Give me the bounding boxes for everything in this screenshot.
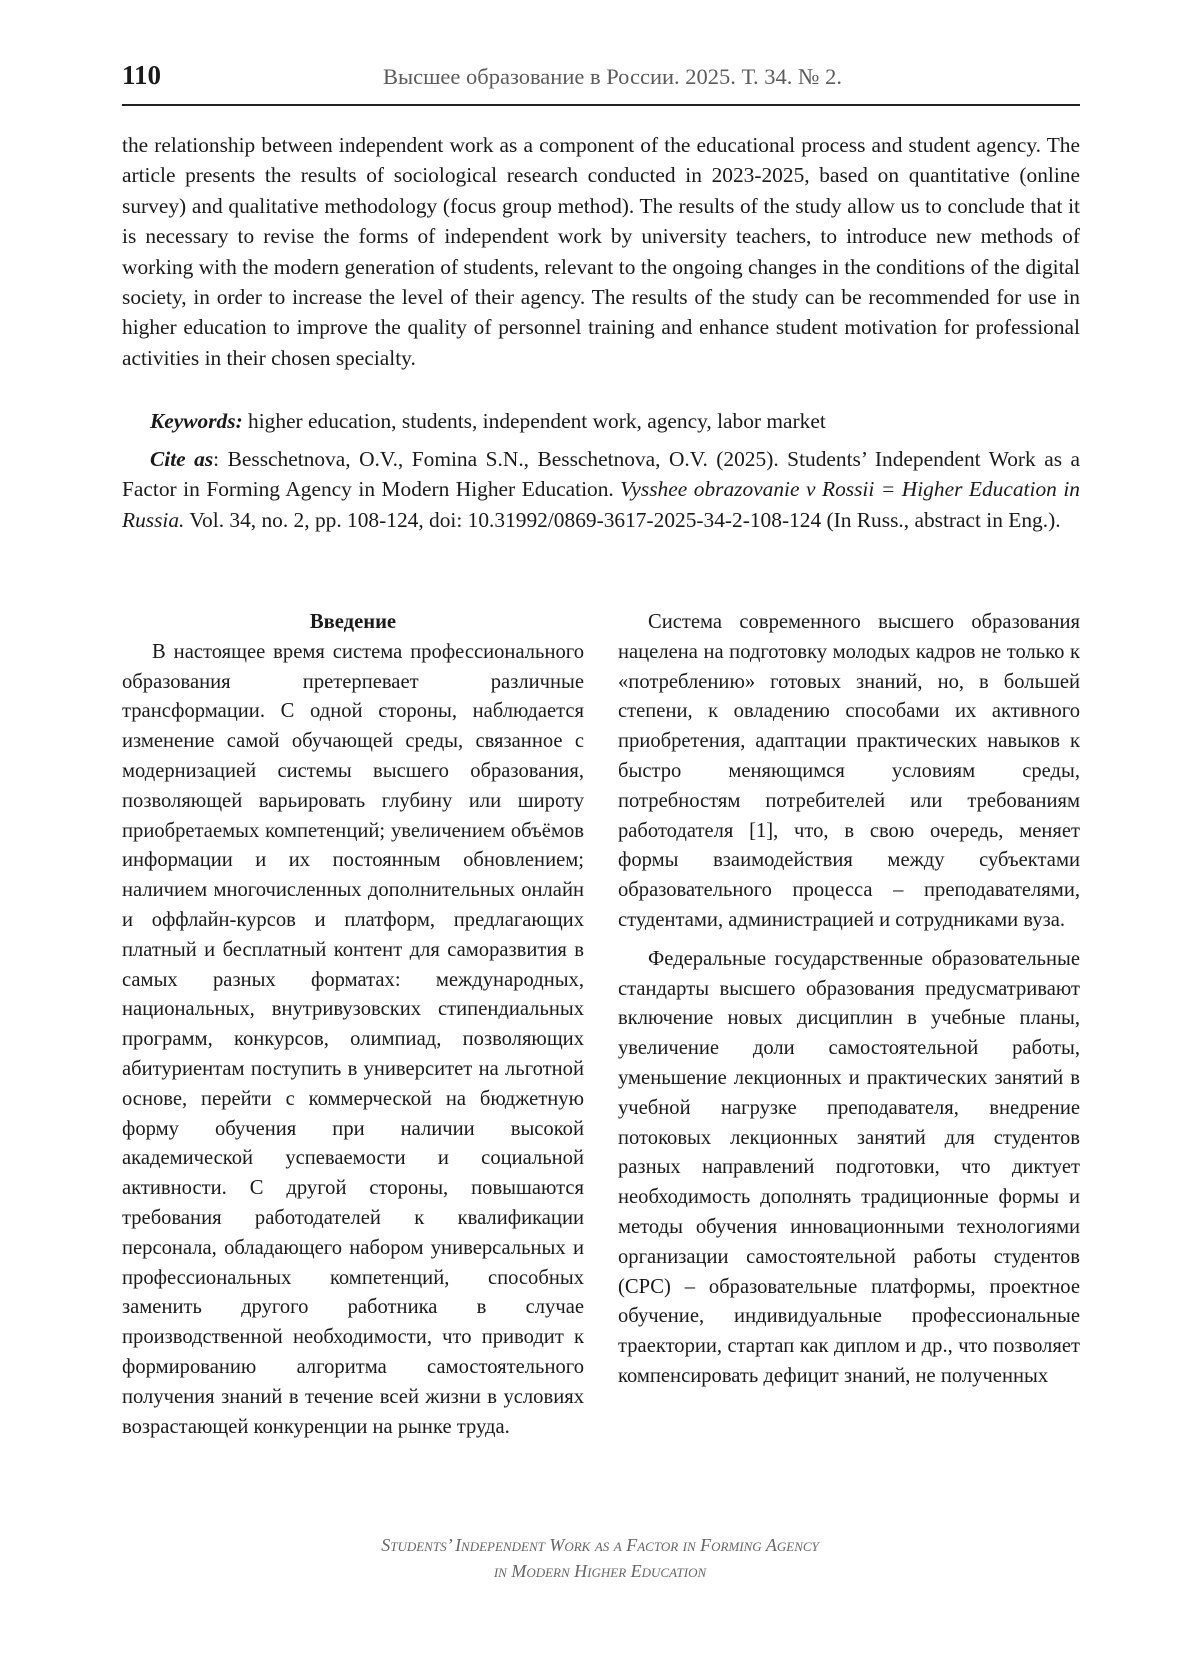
body-paragraph: В настоящее время система профессионального образования претерпевает различные трансформации. С одной стороны, наблюдается изменение самой обучающей среды, связанное с модернизацией системы высшего образования, позволяющей варьировать глубину или широту приобретаемых компетенций; увеличением объёмов информации и их постоянным обновлением; наличием многочисленных дополнительных онлайн и оффлайн-курсов и платформ, предлагающих платный и бесплатный контент для саморазвития в самых разных форматах: международных, национальных, внутривузовских стипендиальных программ, конкурсов, олимпиад, позволяющих абитуриентам поступить в университет на льготной основе, перейти с коммерческой на бюджетную форму обучения при наличии высокой академической успеваемости и социальной активности. С другой стороны, повышаются требования работодателей к квалификации персонала, обладающего набором универсальных и профессиональных компетенций, способных заменить другого работника в случае производственной необходимости, что приводит к формированию алгоритма самостоятельного получения знаний в течение всей жизни в условиях возрастающей конкуренции на рынке труда. bbox=[122, 640, 584, 1438]
running-header bbox=[122, 56, 1080, 106]
cite-journal: Vysshee obrazovanie v Rossii = Higher Education in Russia. bbox=[122, 477, 1080, 532]
cite-authors-title: Besschetnova, O.V., Fomina S.N., Besschetnova, O.V. (2025). Students’ Independent Work as a Factor in Forming Agency in Modern Higher Education. bbox=[122, 447, 1081, 502]
abstract-continuation bbox=[122, 130, 1080, 373]
page-number: 110 bbox=[122, 60, 162, 90]
footer-title-line-1: Students’ Independent Work as a Factor in Forming Agency bbox=[381, 1535, 819, 1555]
citation bbox=[122, 444, 1080, 535]
keywords-label: Keywords: bbox=[150, 409, 243, 433]
cite-details: Vol. 34, no. 2, pp. 108-124, doi: 10.31992/0869-3617-2025-34-2-108-124 (In Russ., abstract in Eng.). bbox=[184, 507, 1061, 532]
cite-colon: : bbox=[213, 447, 228, 471]
running-footer bbox=[200, 1532, 1000, 1584]
body-paragraph: Система современного высшего образования нацелена на подготовку молодых кадров не только к «потреблению» готовых знаний, но, в большей степени, к овладению способами их активного приобретения, адаптации практических навыков к быстро меняющимся условиям среды, потребностям потребителей или требованиям работодателя [1], что, в свою очередь, меняет формы взаимодействия между субъектами образовательного процесса – преподавателями, студентами, администрацией и сотрудниками вуза. bbox=[618, 611, 1080, 931]
cite-label: Cite as bbox=[150, 447, 214, 471]
footer-title-line-2: in Modern Higher Education bbox=[493, 1561, 707, 1581]
section-heading-introduction: Введение bbox=[309, 611, 397, 633]
body-column-right bbox=[618, 608, 1080, 1392]
body-paragraph: Федеральные государственные образовательные стандарты высшего образования предусматривают включение новых дисциплин в учебные планы, увеличение доли самостоятельной работы, уменьшение лекционных и практических занятий в учебной нагрузке преподавателя, внедрение потоковых лекционных занятий для студентов разных направлений подготовки, что диктует необходимость дополнять традиционные формы и методы обучения инновационными технологиями организации самостоятельной работы студентов (СРС) – образовательные платформы, проектное обучение, индивидуальные профессиональные траектории, стартап как диплом и др., что позволяет компенсировать дефицит знаний, не полученных bbox=[618, 947, 1080, 1387]
keywords-text: higher education, students, independent work, agency, labor market bbox=[242, 409, 826, 433]
keywords bbox=[122, 406, 1080, 436]
journal-title: Высшее образование в России. 2025. Т. 34. № 2. bbox=[382, 64, 842, 89]
abstract-text: the relationship between independent work as a component of the educational process and student agency. The article presents the results of sociological research conducted in 2023-2025, based on quantitative (online survey) and qualitative methodology (focus group method). The results of the study allow us to conclude that it is necessary to revise the forms of independent work by university teachers, to introduce new methods of working with the modern generation of students, relevant to the ongoing changes in the conditions of the digital society, in order to increase the level of their agency. The results of the study can be recommended for use in higher education to improve the quality of personnel training and enhance student motivation for professional activities in their chosen specialty. bbox=[122, 133, 1080, 370]
body-column-left bbox=[122, 608, 584, 1442]
